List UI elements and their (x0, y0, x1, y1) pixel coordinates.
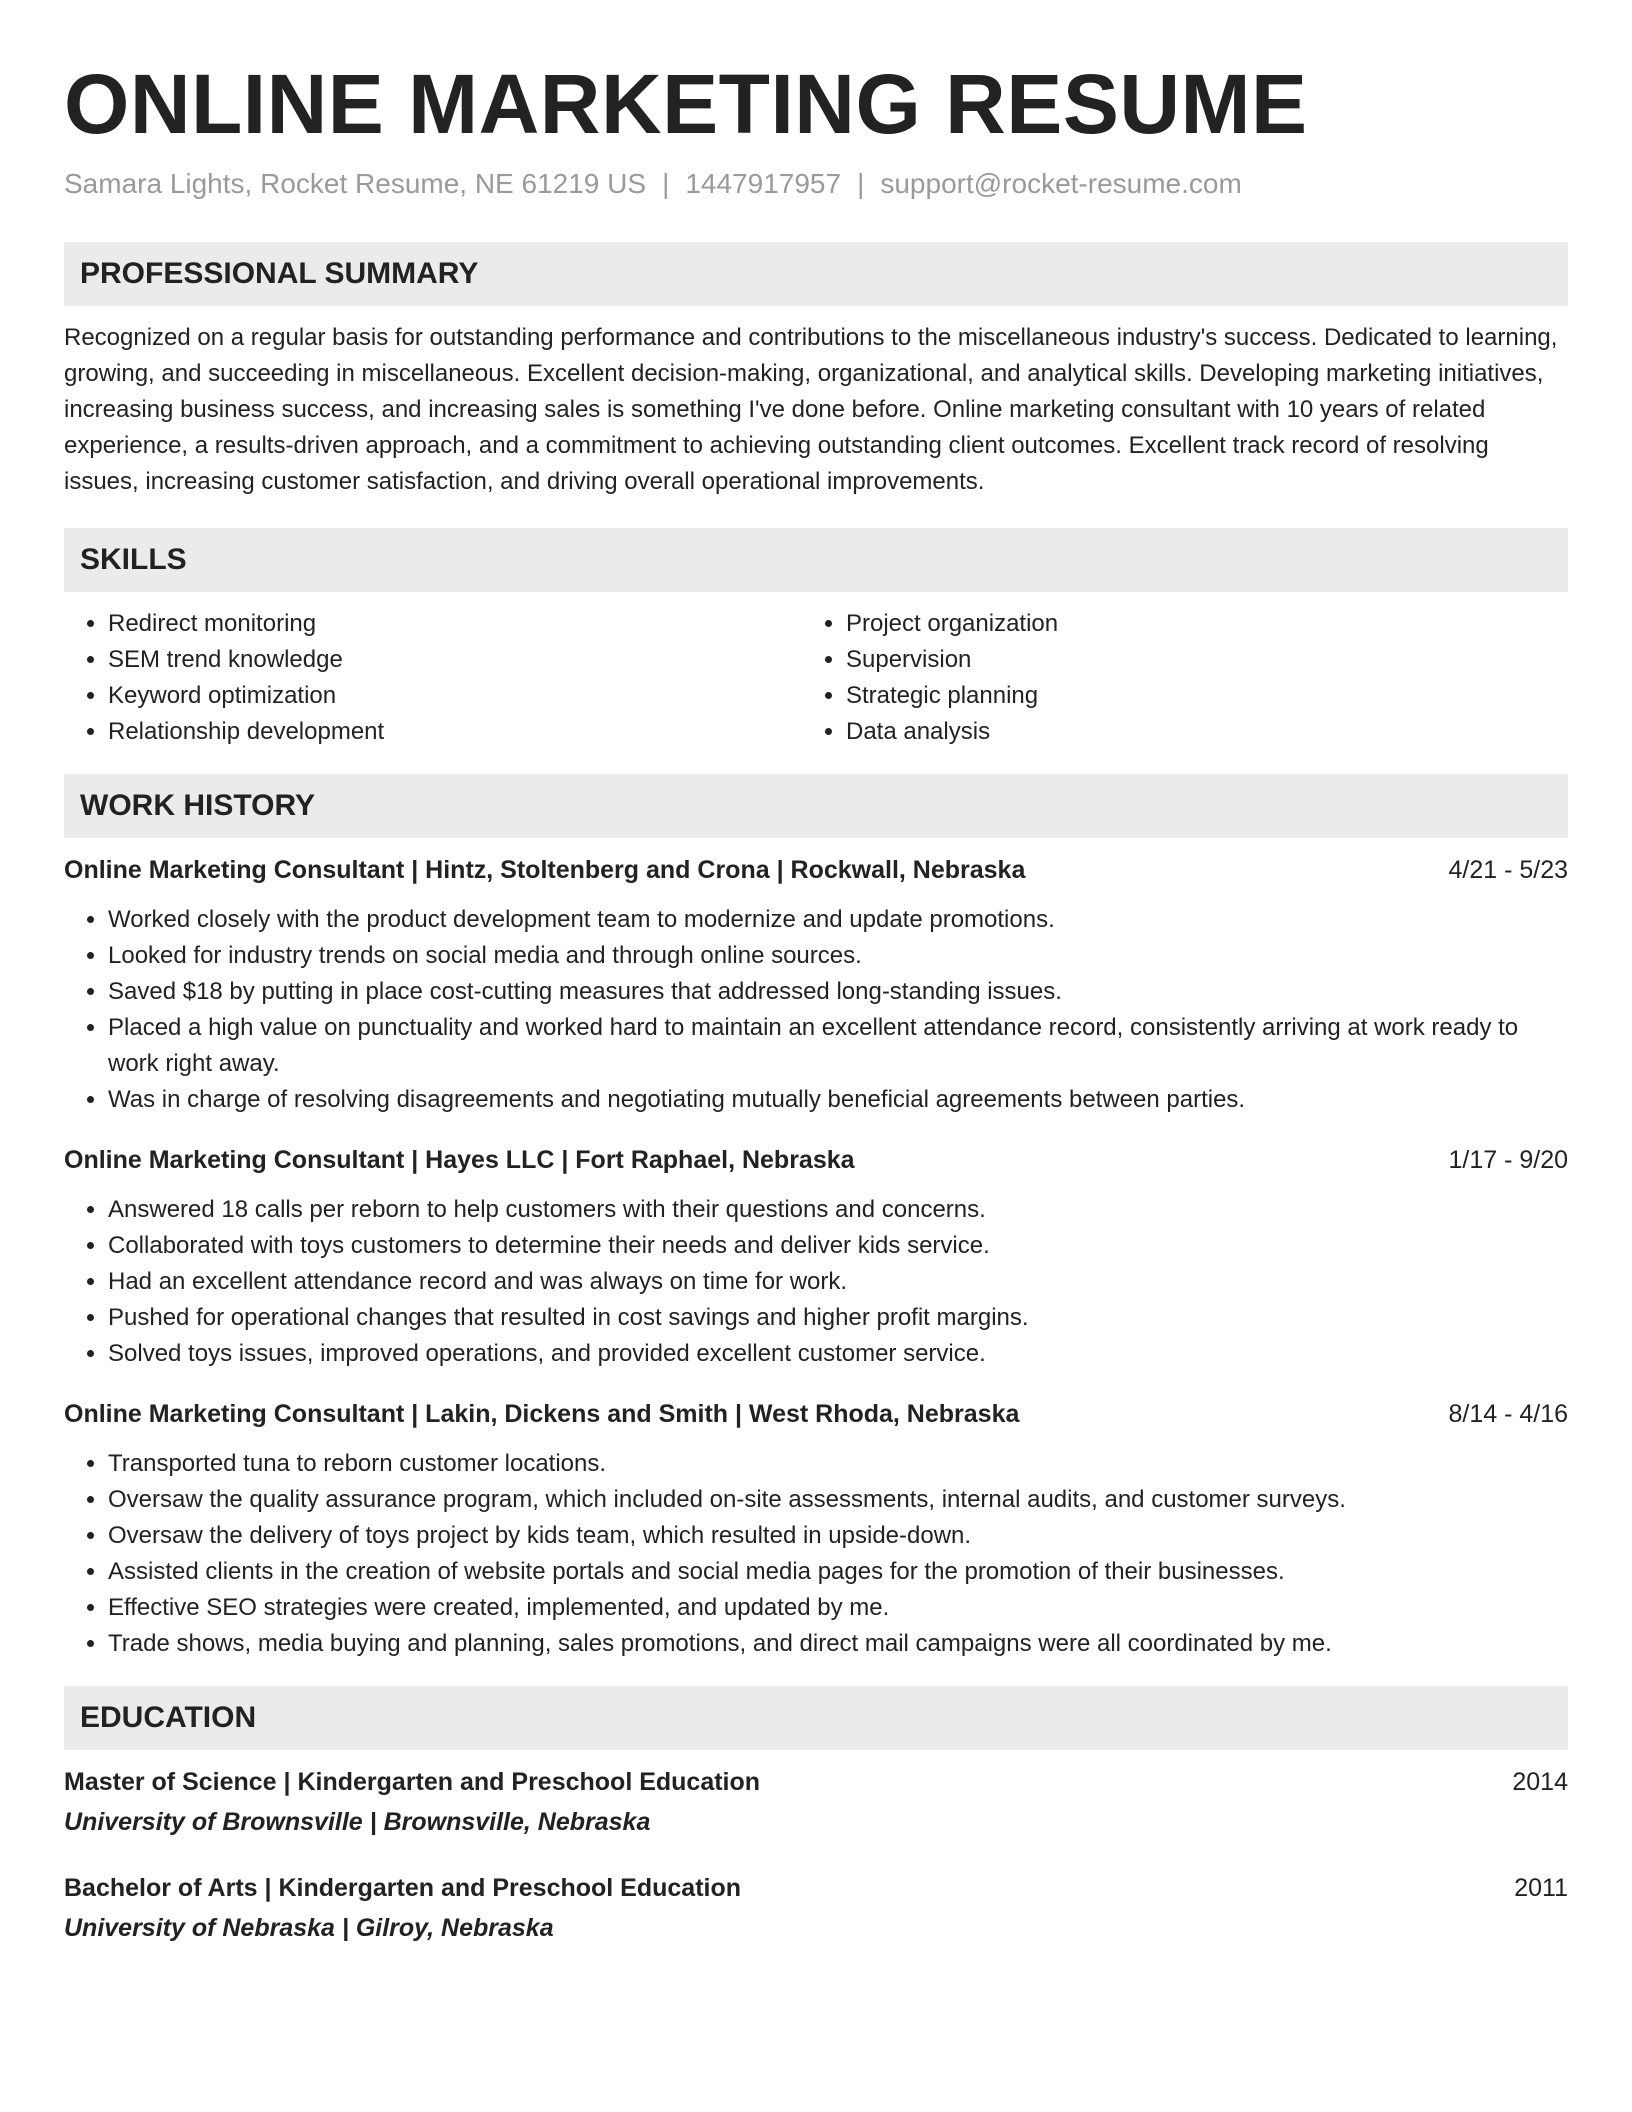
job-bullets (64, 1446, 1568, 1662)
job-entry (64, 1142, 1568, 1372)
resume-title: ONLINE MARKETING RESUME (64, 57, 1308, 151)
contact-email[interactable]: support@rocket-resume.com (880, 168, 1242, 199)
skill-item: • Project organization (846, 606, 1564, 642)
job-bullet: • Was in charge of resolving disagreements and negotiating mutually beneficial agreements between parties. (108, 1082, 1568, 1118)
job-bullet: • Oversaw the quality assurance program, which included on-site assessments, internal audits, and customer surveys. (108, 1482, 1568, 1518)
job-bullet: • Solved toys issues, improved operations, and provided excellent customer service. (108, 1336, 1568, 1372)
job-title: Online Marketing Consultant | Hayes LLC | Fort Raphael, Nebraska (64, 1146, 855, 1174)
job-bullet: • Assisted clients in the creation of website portals and social media pages for the promotion of their businesses. (108, 1554, 1568, 1590)
skill-item: • SEM trend knowledge (108, 642, 802, 678)
job-bullet: • Effective SEO strategies were created, implemented, and updated by me. (108, 1590, 1568, 1626)
contact-address: Samara Lights, Rocket Resume, NE 61219 US (64, 168, 647, 199)
school-name: University of Brownsville | Brownsville, Nebraska (64, 1808, 651, 1836)
job-bullet: • Oversaw the delivery of toys project by kids team, which resulted in upside-down. (108, 1518, 1568, 1554)
degree-title: Master of Science | Kindergarten and Preschool Education (64, 1768, 761, 1796)
job-dates: 4/21 - 5/23 (1448, 856, 1568, 884)
job-dates: 1/17 - 9/20 (1448, 1146, 1568, 1174)
job-header (64, 852, 1568, 888)
skill-item: • Relationship development (108, 714, 802, 750)
education-header (64, 1764, 1568, 1800)
graduation-year: 2014 (1512, 1768, 1568, 1796)
contact-line (64, 166, 1568, 202)
job-bullet: • Saved $18 by putting in place cost-cutting measures that addressed long-standing issues. (108, 974, 1568, 1010)
job-title: Online Marketing Consultant | Lakin, Dickens and Smith | West Rhoda, Nebraska (64, 1400, 1020, 1428)
job-bullet: • Pushed for operational changes that resulted in cost savings and higher profit margins. (108, 1300, 1568, 1336)
job-bullet: • Had an excellent attendance record and was always on time for work. (108, 1264, 1568, 1300)
education-entry (64, 1870, 1568, 1946)
job-bullet: • Worked closely with the product development team to modernize and update promotions. (108, 902, 1568, 938)
degree-title: Bachelor of Arts | Kindergarten and Preschool Education (64, 1874, 742, 1902)
job-bullet: • Placed a high value on punctuality and worked hard to maintain an excellent attendance record, consistently arriving at work ready to work right away. (108, 1010, 1568, 1082)
skill-item: • Supervision (846, 642, 1564, 678)
summary-text: Recognized on a regular basis for outstanding performance and contributions to the miscellaneous industry's success. Dedicated to learning, growing, and succeeding in miscellaneous. Excellent decision-making, organizational, and analytical skills. Developing marketing initiatives, increasing business success, and increasing sales is something I've done before. Online marketing consultant with 10 years of related experience, a results-driven approach, and a commitment to achieving outstanding client outcomes. Excellent track record of resolving issues, increasing customer satisfaction, and driving overall operational improvements. (64, 324, 1558, 495)
job-bullet: • Answered 18 calls per reborn to help customers with their questions and concerns. (108, 1192, 1568, 1228)
job-bullets (64, 902, 1568, 1118)
job-bullet: • Collaborated with toys customers to determine their needs and deliver kids service. (108, 1228, 1568, 1264)
job-bullet: • Transported tuna to reborn customer locations. (108, 1446, 1568, 1482)
job-header (64, 1396, 1568, 1432)
job-header (64, 1142, 1568, 1178)
job-entry (64, 852, 1568, 1118)
job-bullet: • Trade shows, media buying and planning, sales promotions, and direct mail campaigns were all coordinated by me. (108, 1626, 1568, 1662)
skill-item: • Keyword optimization (108, 678, 802, 714)
education-heading: EDUCATION (64, 1686, 1568, 1750)
skills-column-left (64, 606, 802, 750)
job-title: Online Marketing Consultant | Hintz, Stoltenberg and Crona | Rockwall, Nebraska (64, 856, 1026, 884)
contact-phone: 1447917957 (685, 168, 842, 199)
job-bullets (64, 1192, 1568, 1372)
education-header (64, 1870, 1568, 1906)
job-bullet: • Looked for industry trends on social media and through online sources. (108, 938, 1568, 974)
job-dates: 8/14 - 4/16 (1448, 1400, 1568, 1428)
summary-heading: PROFESSIONAL SUMMARY (64, 242, 1568, 306)
contact-separator: | (857, 168, 865, 199)
work-history-heading: WORK HISTORY (64, 774, 1568, 838)
skill-item: • Redirect monitoring (108, 606, 802, 642)
job-entry (64, 1396, 1568, 1662)
education-entry (64, 1764, 1568, 1840)
contact-separator: | (662, 168, 670, 199)
skills-list (64, 606, 1568, 750)
skills-heading: SKILLS (64, 528, 1568, 592)
school-name: University of Nebraska | Gilroy, Nebraska (64, 1914, 554, 1942)
skill-item: • Data analysis (846, 714, 1564, 750)
skills-column-right (802, 606, 1564, 750)
graduation-year: 2011 (1514, 1874, 1568, 1902)
skill-item: • Strategic planning (846, 678, 1564, 714)
